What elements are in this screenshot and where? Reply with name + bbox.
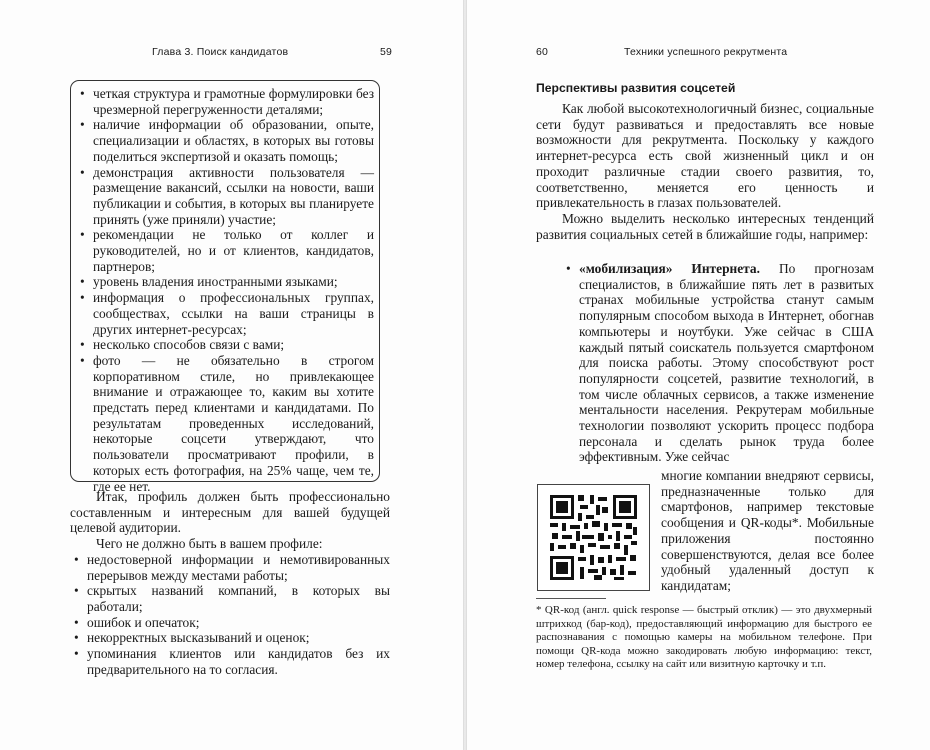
- right-body-text: [536, 101, 874, 242]
- list-item: • фото — не обязательно в строгом корпоративном стиле, но привлекающее внимание и отражающее то, каким вы хотите предстать перед клиентами и кандидатами. По результатам проведенных исследований, некоторые соцсети утверждают, что пользователи просматривают профили, в которых есть фотография, на 25% чаще, чем те, где ее нет.: [76, 353, 374, 494]
- list-item: • некорректных высказываний и оценок;: [70, 630, 390, 646]
- profile-checklist: [76, 86, 374, 494]
- qr-code-image: [537, 484, 650, 591]
- qr-wrap-text: [661, 468, 874, 594]
- qr-code-icon: [538, 485, 649, 590]
- list-item: [562, 261, 874, 465]
- list-item: • наличие информации об образовании, опыте, специализации и областях, в которых вы готовы поделиться экспертизой и оказать помощь;: [76, 117, 374, 164]
- should-not-paragraph: Чего не должно быть в вашем профиле:: [96, 536, 323, 552]
- mobilization-bullet: [562, 261, 874, 465]
- box-list: [76, 86, 374, 494]
- list-item: • несколько способов связи с вами;: [76, 337, 374, 353]
- bullet-bold-lead: «мобилизация» Интернета.: [579, 261, 760, 276]
- footnote: * QR-код (англ. quick response — быстрый отклик) — это двухмерный штрихкод (бар-код), предоставляющий информацию для быстрого ее распознавания с помощью камеры на мобильном телефоне. При помощи QR-кода можно закодировать любую информацию: текст, номер телефона, ссылку на сайт или визитную карточку и т.п.: [536, 604, 872, 671]
- bullet-text: По прогнозам специалистов, в ближайшие пять лет в развитых странах мобильные устройства станут самым популярным способом выхода в Интернет, обогнав компьютеры и ноутбуки. Уже сейчас в США каждый пятый соискатель пользуется смартфоном для поиска работы. Этому способствуют рост популярности соцсетей, развитие технологий, в том числе облачных сервисов, а также изменение ментальности населения. Рекрутерам мобильные технологии позволяют ускорить процесс подбора персонала и сделать рынок труда более эффективным. Уже сейчас: [579, 261, 874, 465]
- left-page-number: 59: [380, 46, 393, 58]
- right-running-head: Техники успешного рекрутмента: [624, 46, 788, 58]
- list-item: • скрытых названий компаний, в которых вы работали;: [70, 583, 390, 614]
- list-item: • ошибок и опечаток;: [70, 615, 390, 631]
- list-item: • четкая структура и грамотные формулировки без чрезмерной перегруженности деталями;: [76, 86, 374, 117]
- intro-paragraph: Как любой высокотехнологичный бизнес, социальные сети будут развиваться и предоставлять все новые возможности для рекрутмента. Поскольку у каждого интернет-ресурса есть свой жизненный цикл и он проходит различные стадии своего развития, то, соответственно, меняется его ценность и привлекательность в глазах пользователей.: [536, 101, 874, 211]
- conclusion-paragraph: Итак, профиль должен быть профессионально составленным и интересным для вашей будущей целевой аудитории.: [70, 489, 390, 536]
- list-item: • рекомендации не только от коллег и руководителей, но и от клиентов, кандидатов, партнеров;: [76, 227, 374, 274]
- footnote-separator: [536, 598, 606, 599]
- list-item: • информация о профессиональных группах, сообществах, ссылки на ваши страницы в других интернет-ресурсах;: [76, 290, 374, 337]
- list-item: • недостоверной информации и немотивированных перерывов между местами работы;: [70, 552, 390, 583]
- list-item: • демонстрация активности пользователя — размещение вакансий, ссылки на новости, ваши публикации и события, в которых вы планируете принять (уже приняли) участие;: [76, 165, 374, 228]
- list-item: • упоминания клиентов или кандидатов без их предварительного на то согласия.: [70, 646, 390, 677]
- section-heading: Перспективы развития соцсетей: [536, 81, 736, 95]
- should-not-list: [70, 552, 390, 678]
- left-running-head: Глава 3. Поиск кандидатов: [152, 46, 289, 58]
- trends-paragraph: Можно выделить несколько интересных тенденций развития социальных сетей в ближайшие годы, например:: [536, 210, 874, 242]
- left-lower-text: [70, 489, 390, 677]
- right-page-number: 60: [536, 46, 549, 58]
- qr-paragraph: многие компании внедряют сервисы, предназначенные только для смартфонов, например текстовые сообщения и QR-коды*. Мобильные приложения постоянно совершенствуются, делая все более удобный удаленный доступ к кандидатам;: [661, 468, 874, 593]
- list-item: • уровень владения иностранными языками;: [76, 274, 374, 290]
